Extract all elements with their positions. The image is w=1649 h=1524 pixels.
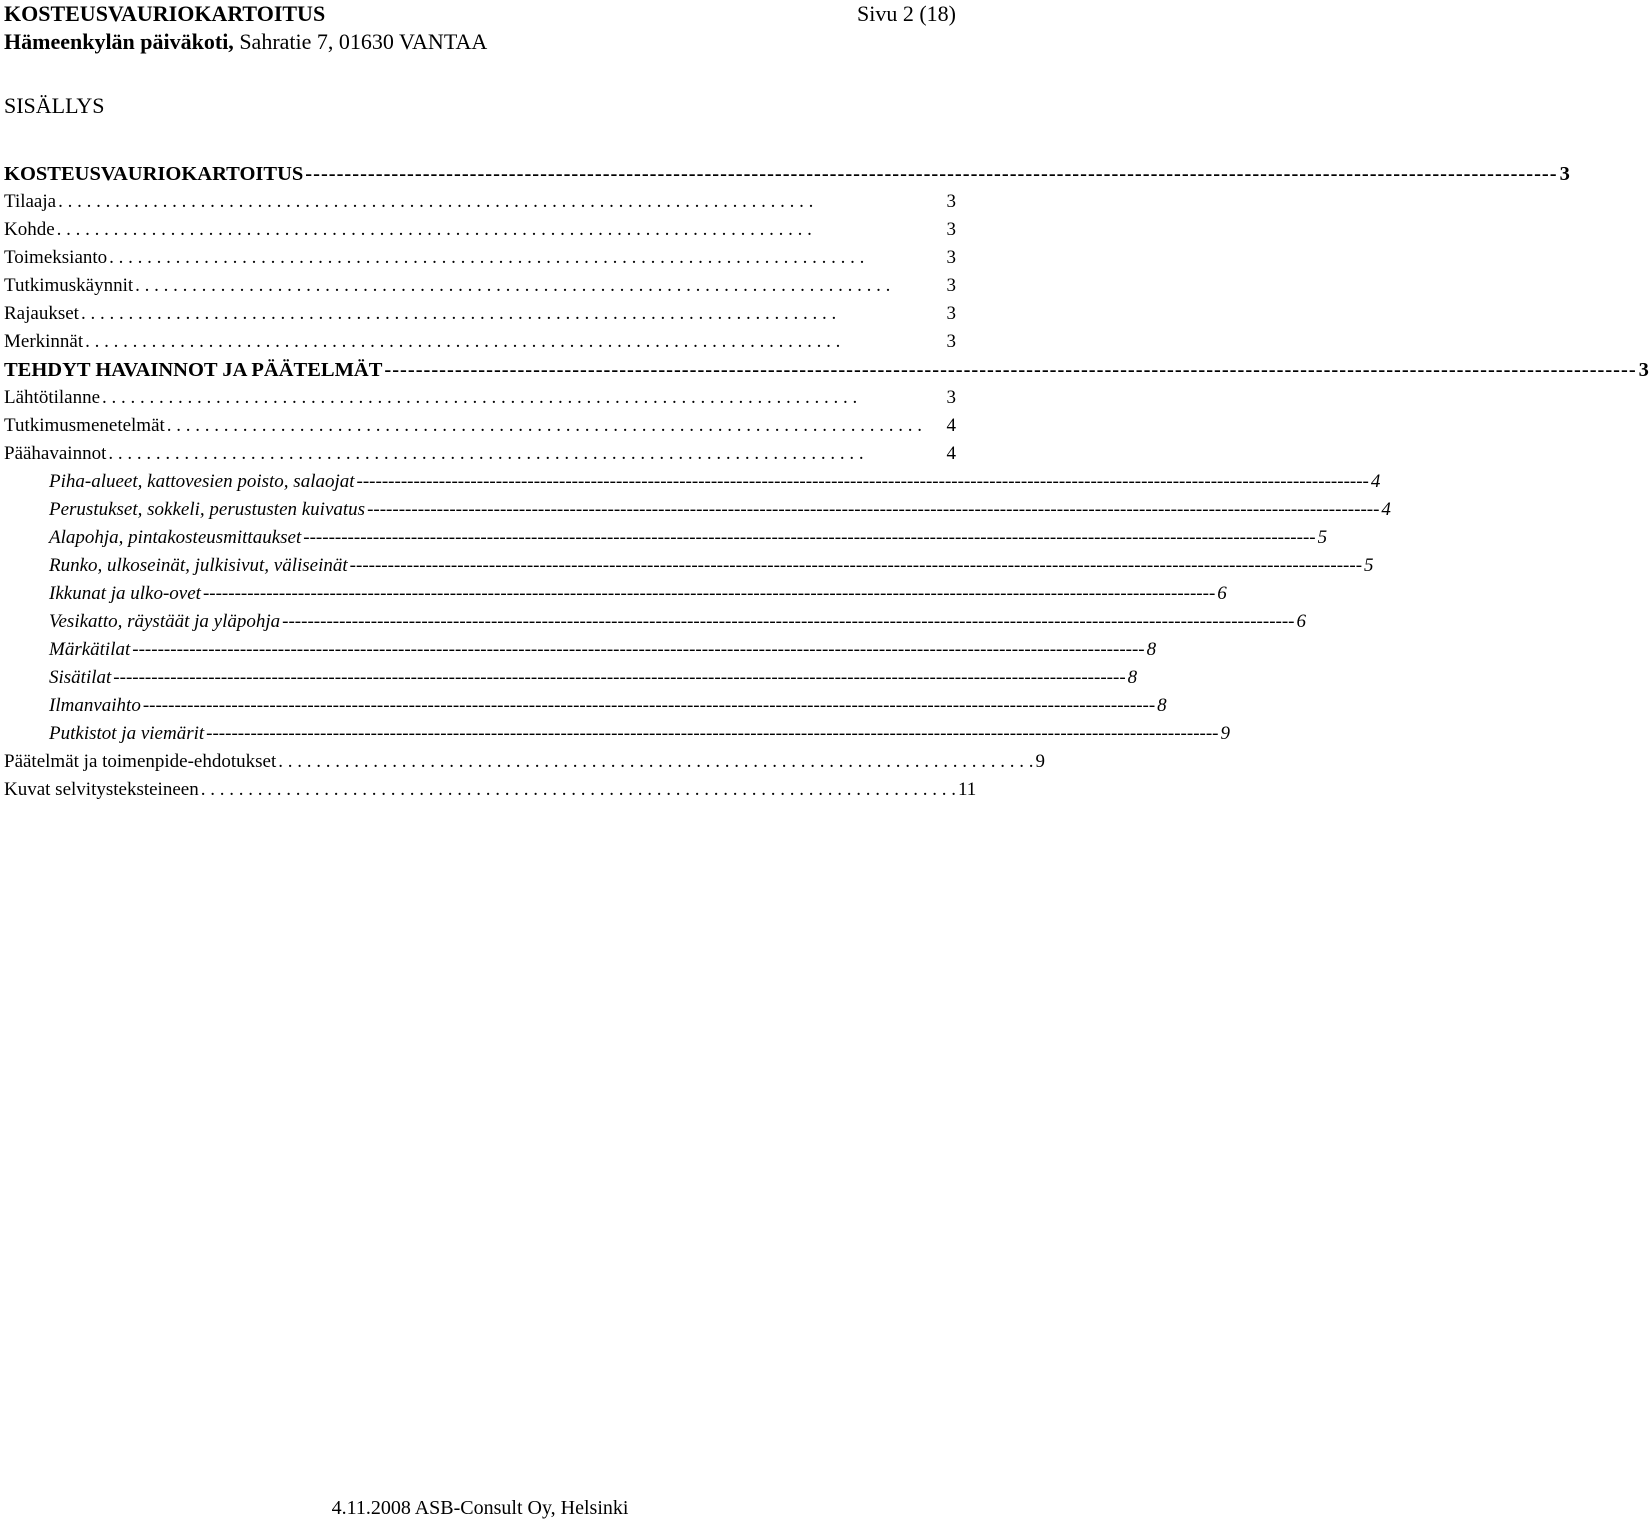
toc-entry-title: Rajaukset <box>4 303 79 324</box>
toc-leader: . . . . . . . . . . . . . . . . . . . . . . . . . . . . . . . . . . . . . . . . . . . . . . . . . . . . . . . . . . . . . . . . . . . . . . . . . . . . . . . . <box>85 331 841 352</box>
toc-leader: . . . . . . . . . . . . . . . . . . . . . . . . . . . . . . . . . . . . . . . . . . . . . . . . . . . . . . . . . . . . . . . . . . . . . . . . . . . . . . . . <box>278 751 1034 772</box>
toc-entry-title: KOSTEUSVAURIOKARTOITUS <box>4 163 304 185</box>
toc-entry-page: 3 <box>946 331 956 352</box>
toc-entry-page: 9 <box>1220 723 1230 744</box>
toc-entry-page: 8 <box>1157 695 1167 716</box>
toc-entry-title: Kohde <box>4 219 55 240</box>
toc-entry[interactable] <box>4 636 1157 664</box>
page-footer: 4.11.2008 ASB-Consult Oy, Helsinki <box>331 1497 629 1519</box>
toc-leader: . . . . . . . . . . . . . . . . . . . . . . . . . . . . . . . . . . . . . . . . . . . . . . . . . . . . . . . . . . . . . . . . . . . . . . . . . . . . . . . . <box>58 191 814 212</box>
toc-entry-title: Päähavainnot <box>4 443 107 464</box>
toc-entry-page: 3 <box>946 275 956 296</box>
toc-entry[interactable] <box>4 608 1306 636</box>
toc-entry[interactable] <box>4 440 956 468</box>
toc-entry-page: 3 <box>1559 163 1570 185</box>
toc-entry[interactable] <box>4 664 1138 692</box>
toc-entry[interactable] <box>4 580 1227 608</box>
toc-entry[interactable] <box>4 468 1381 496</box>
toc-entry[interactable] <box>4 356 1649 384</box>
toc-entry[interactable] <box>4 272 956 300</box>
toc-entry-page: 3 <box>1638 359 1649 381</box>
toc-entry-page: 4 <box>1381 499 1391 520</box>
site-name: Hämeenkylän päiväkoti, <box>4 29 234 54</box>
toc-leader: . . . . . . . . . . . . . . . . . . . . . . . . . . . . . . . . . . . . . . . . . . . . . . . . . . . . . . . . . . . . . . . . . . . . . . . . . . . . . . . . <box>102 387 858 408</box>
toc-entry[interactable] <box>4 692 1167 720</box>
toc-leader: ---------------------------------------------------------------------------------------------------------------------------------------------------------------- <box>282 611 1295 632</box>
toc-leader: . . . . . . . . . . . . . . . . . . . . . . . . . . . . . . . . . . . . . . . . . . . . . . . . . . . . . . . . . . . . . . . . . . . . . . . . . . . . . . . . <box>109 247 865 268</box>
toc-entry-title: Alapohja, pintakosteusmittaukset <box>49 527 302 548</box>
toc-entry[interactable] <box>4 776 977 804</box>
toc-entry[interactable] <box>4 244 956 272</box>
toc-leader: ---------------------------------------------------------------------------------------------------------------------------------------------------------------- <box>206 723 1219 744</box>
toc-entry-title: Toimeksianto <box>4 247 108 268</box>
toc-entry-page: 8 <box>1146 639 1157 660</box>
toc-entry[interactable] <box>4 384 956 412</box>
toc-leader: . . . . . . . . . . . . . . . . . . . . . . . . . . . . . . . . . . . . . . . . . . . . . . . . . . . . . . . . . . . . . . . . . . . . . . . . . . . . . . . . <box>135 275 891 296</box>
toc-entry-page: 5 <box>1317 527 1328 548</box>
toc-entry-page: 3 <box>946 303 956 324</box>
toc-leader: . . . . . . . . . . . . . . . . . . . . . . . . . . . . . . . . . . . . . . . . . . . . . . . . . . . . . . . . . . . . . . . . . . . . . . . . . . . . . . . . <box>80 303 837 324</box>
toc-entry[interactable] <box>4 748 1046 776</box>
toc-entry-page: 6 <box>1217 583 1227 604</box>
toc-entry[interactable] <box>4 552 1374 580</box>
site-line <box>4 28 487 56</box>
toc-leader: ---------------------------------------------------------------------------------------------------------------------------------------------------------------- <box>303 527 1316 548</box>
toc-entry-page: 3 <box>946 387 956 408</box>
toc-entry-title: Lähtötilanne <box>4 387 101 408</box>
toc-leader: ---------------------------------------------------------------------------------------------------------------------------------------------------------------- <box>142 695 1156 716</box>
toc-entry[interactable] <box>4 300 956 328</box>
toc-entry-title: Runko, ulkoseinät, julkisivut, väliseinät <box>49 555 348 576</box>
toc-entry-page: 3 <box>946 219 956 240</box>
toc-entry-page: 9 <box>1035 751 1046 772</box>
toc-entry[interactable] <box>4 412 956 440</box>
toc-leader: ---------------------------------------------------------------------------------------------------------------------------------------------------------------- <box>132 639 1145 660</box>
toc-leader: . . . . . . . . . . . . . . . . . . . . . . . . . . . . . . . . . . . . . . . . . . . . . . . . . . . . . . . . . . . . . . . . . . . . . . . . . . . . . . . . <box>108 443 864 464</box>
toc-entry-title: Päätelmät ja toimenpide-ehdotukset <box>4 751 277 772</box>
toc-entry-page: 11 <box>957 779 977 800</box>
toc-entry-title: Vesikatto, räystäät ja yläpohja <box>49 611 281 632</box>
toc-entry-title: Kuvat selvitysteksteineen <box>4 779 199 800</box>
toc-entry-page: 3 <box>946 247 956 268</box>
header-row-2 <box>4 28 956 56</box>
toc-entry-title: Merkinnät <box>4 331 84 352</box>
header-row-1 <box>4 0 956 28</box>
toc-leader: ---------------------------------------------------------------------------------------------------------------------------------------------------------------- <box>384 359 1637 381</box>
toc-entry-title: Märkätilat <box>49 639 131 660</box>
toc-leader: ---------------------------------------------------------------------------------------------------------------------------------------------------------------- <box>202 583 1216 604</box>
toc-entry-page: 4 <box>946 415 956 436</box>
toc-entry-page: 8 <box>1127 667 1138 688</box>
toc-entry-title: Piha-alueet, kattovesien poisto, salaojat <box>49 471 355 492</box>
toc-leader: . . . . . . . . . . . . . . . . . . . . . . . . . . . . . . . . . . . . . . . . . . . . . . . . . . . . . . . . . . . . . . . . . . . . . . . . . . . . . . . . <box>56 219 812 240</box>
toc-leader: ---------------------------------------------------------------------------------------------------------------------------------------------------------------- <box>356 471 1369 492</box>
site-address: Sahratie 7, 01630 VANTAA <box>233 29 488 54</box>
page-number: Sivu 2 (18) <box>857 1 956 26</box>
toc-leader: . . . . . . . . . . . . . . . . . . . . . . . . . . . . . . . . . . . . . . . . . . . . . . . . . . . . . . . . . . . . . . . . . . . . . . . . . . . . . . . . <box>200 779 956 800</box>
toc-entry[interactable] <box>4 328 956 356</box>
toc-entry[interactable] <box>4 524 1328 552</box>
toc-entry[interactable] <box>4 720 1230 748</box>
toc-entry-title: Tilaaja <box>4 191 57 212</box>
toc-entry[interactable] <box>4 496 1391 524</box>
toc-entry-title: Ikkunat ja ulko-ovet <box>49 583 201 604</box>
toc-leader: ---------------------------------------------------------------------------------------------------------------------------------------------------------------- <box>367 499 1380 520</box>
toc-leader: . . . . . . . . . . . . . . . . . . . . . . . . . . . . . . . . . . . . . . . . . . . . . . . . . . . . . . . . . . . . . . . . . . . . . . . . . . . . . . . . <box>166 415 923 436</box>
toc-entry-title: Tutkimusmenetelmät <box>4 415 165 436</box>
toc-entry-page: 6 <box>1296 611 1306 632</box>
toc-entry-title: Putkistot ja viemärit <box>49 723 205 744</box>
toc-leader: ---------------------------------------------------------------------------------------------------------------------------------------------------------------- <box>113 667 1126 688</box>
toc-leader: ---------------------------------------------------------------------------------------------------------------------------------------------------------------- <box>305 163 1558 185</box>
document-title: KOSTEUSVAURIOKARTOITUS <box>4 1 326 26</box>
table-of-contents <box>4 160 1649 804</box>
toc-entry-title: Ilmanvaihto <box>49 695 141 716</box>
toc-entry-page: 4 <box>1370 471 1381 492</box>
toc-entry-title: Tutkimuskäynnit <box>4 275 134 296</box>
toc-entry-title: Sisätilat <box>49 667 112 688</box>
toc-heading: SISÄLLYS <box>4 93 105 118</box>
toc-entry[interactable] <box>4 216 956 244</box>
toc-entry[interactable] <box>4 160 1570 188</box>
toc-entry-title: TEHDYT HAVAINNOT JA PÄÄTELMÄT <box>4 359 383 381</box>
toc-entry-title: Perustukset, sokkeli, perustusten kuivatus <box>49 499 366 520</box>
page-header <box>4 0 956 56</box>
toc-entry-page: 5 <box>1364 555 1374 576</box>
toc-leader: ---------------------------------------------------------------------------------------------------------------------------------------------------------------- <box>349 555 1363 576</box>
toc-entry-page: 4 <box>946 443 956 464</box>
toc-entry[interactable] <box>4 188 956 216</box>
toc-entry-page: 3 <box>946 191 956 212</box>
